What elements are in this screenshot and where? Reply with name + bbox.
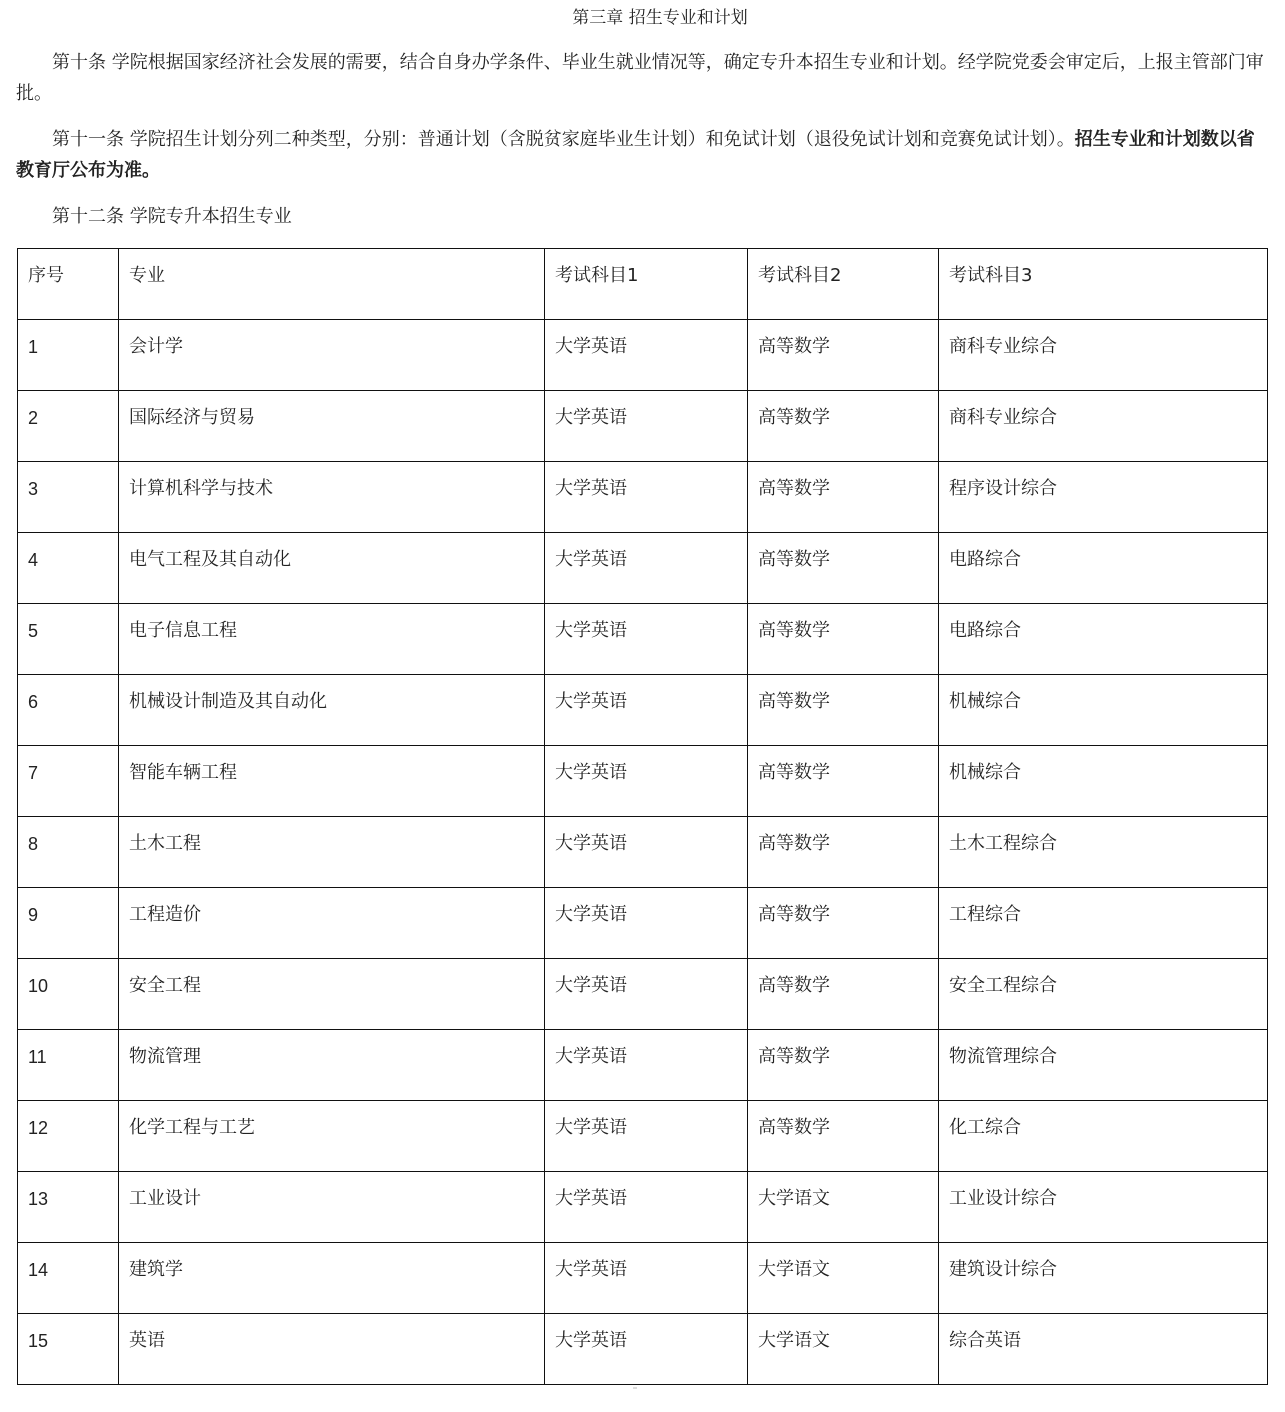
row-subject-1-cell: 大学英语 — [545, 888, 748, 959]
row-subject-2-cell: 大学语文 — [748, 1314, 939, 1385]
row-subject-3-cell: 商科专业综合 — [939, 320, 1268, 391]
row-index-cell: 10 — [18, 959, 119, 1030]
row-index-cell: 1 — [18, 320, 119, 391]
row-subject-2-cell: 高等数学 — [748, 604, 939, 675]
table-row — [18, 533, 1268, 604]
row-subject-3-cell: 商科专业综合 — [939, 391, 1268, 462]
row-major-cell: 电气工程及其自动化 — [119, 533, 545, 604]
row-index-cell: 15 — [18, 1314, 119, 1385]
row-subject-2-cell: 大学语文 — [748, 1172, 939, 1243]
table-row — [18, 320, 1268, 391]
row-subject-2-cell: 高等数学 — [748, 1101, 939, 1172]
row-subject-2-cell: 高等数学 — [748, 1030, 939, 1101]
row-subject-1-cell: 大学英语 — [545, 1101, 748, 1172]
row-major-cell: 土木工程 — [119, 817, 545, 888]
row-subject-3-cell: 建筑设计综合 — [939, 1243, 1268, 1314]
row-subject-1-cell: 大学英语 — [545, 1030, 748, 1101]
row-index-cell: 13 — [18, 1172, 119, 1243]
row-subject-3-cell: 工业设计综合 — [939, 1172, 1268, 1243]
row-major-cell: 工业设计 — [119, 1172, 545, 1243]
article-10-paragraph — [16, 47, 1268, 109]
row-index-cell: 14 — [18, 1243, 119, 1314]
row-major-cell: 化学工程与工艺 — [119, 1101, 545, 1172]
table-row — [18, 604, 1268, 675]
row-major-cell: 智能车辆工程 — [119, 746, 545, 817]
row-subject-3-cell: 电路综合 — [939, 533, 1268, 604]
table-row — [18, 1243, 1268, 1314]
article-12-paragraph — [16, 201, 1268, 232]
row-subject-1-cell: 大学英语 — [545, 533, 748, 604]
row-index-cell: 4 — [18, 533, 119, 604]
row-major-cell: 安全工程 — [119, 959, 545, 1030]
row-subject-2-cell: 高等数学 — [748, 320, 939, 391]
row-subject-3-cell: 程序设计综合 — [939, 462, 1268, 533]
row-index-cell: 8 — [18, 817, 119, 888]
chapter-title: 第三章 招生专业和计划 — [572, 8, 748, 28]
article-12-text: 第十二条 学院专升本招生专业 — [52, 206, 292, 227]
row-major-cell: 工程造价 — [119, 888, 545, 959]
table-row — [18, 675, 1268, 746]
row-subject-2-cell: 高等数学 — [748, 959, 939, 1030]
table-header-row — [18, 249, 1268, 320]
row-subject-1-cell: 大学英语 — [545, 675, 748, 746]
row-index-cell: 5 — [18, 604, 119, 675]
row-index-cell: 11 — [18, 1030, 119, 1101]
row-major-cell: 会计学 — [119, 320, 545, 391]
row-subject-1-cell: 大学英语 — [545, 817, 748, 888]
row-subject-2-cell: 大学语文 — [748, 1243, 939, 1314]
row-subject-2-cell: 高等数学 — [748, 746, 939, 817]
row-subject-1-cell: 大学英语 — [545, 1243, 748, 1314]
row-index-cell: 2 — [18, 391, 119, 462]
row-subject-3-cell: 机械综合 — [939, 746, 1268, 817]
row-subject-1-cell: 大学英语 — [545, 391, 748, 462]
table-row — [18, 391, 1268, 462]
row-index-cell: 3 — [18, 462, 119, 533]
article-10-text: 第十条 学院根据国家经济社会发展的需要，结合自身办学条件、毕业生就业情况等，确定专升本招生专业和计划。经学院党委会审定后，上报主管部门审批。 — [16, 52, 1264, 104]
article-11-paragraph — [16, 124, 1268, 186]
header-cell-subject-1: 考试科目1 — [545, 249, 748, 320]
row-subject-3-cell: 工程综合 — [939, 888, 1268, 959]
article-11-bold-note: 招生专业和计划数以省教育厅公布为准。 — [16, 129, 1255, 181]
row-subject-3-cell: 土木工程综合 — [939, 817, 1268, 888]
row-major-cell: 机械设计制造及其自动化 — [119, 675, 545, 746]
row-subject-3-cell: 机械综合 — [939, 675, 1268, 746]
row-subject-1-cell: 大学英语 — [545, 462, 748, 533]
row-subject-2-cell: 高等数学 — [748, 817, 939, 888]
header-cell-index: 序号 — [18, 249, 119, 320]
row-subject-2-cell: 高等数学 — [748, 675, 939, 746]
row-major-cell: 国际经济与贸易 — [119, 391, 545, 462]
row-subject-3-cell: 化工综合 — [939, 1101, 1268, 1172]
row-index-cell: 12 — [18, 1101, 119, 1172]
row-subject-1-cell: 大学英语 — [545, 604, 748, 675]
table-row — [18, 1030, 1268, 1101]
table-row — [18, 1314, 1268, 1385]
majors-table — [17, 248, 1268, 1385]
table-row — [18, 888, 1268, 959]
table-row — [18, 1101, 1268, 1172]
row-subject-2-cell: 高等数学 — [748, 391, 939, 462]
row-index-cell: 7 — [18, 746, 119, 817]
row-major-cell: 英语 — [119, 1314, 545, 1385]
row-major-cell: 计算机科学与技术 — [119, 462, 545, 533]
row-subject-2-cell: 高等数学 — [748, 888, 939, 959]
row-subject-2-cell: 高等数学 — [748, 533, 939, 604]
row-subject-3-cell: 综合英语 — [939, 1314, 1268, 1385]
header-cell-subject-3: 考试科目3 — [939, 249, 1268, 320]
table-row — [18, 1172, 1268, 1243]
row-subject-1-cell: 大学英语 — [545, 746, 748, 817]
row-subject-1-cell: 大学英语 — [545, 959, 748, 1030]
row-subject-1-cell: 大学英语 — [545, 1172, 748, 1243]
row-major-cell: 电子信息工程 — [119, 604, 545, 675]
row-major-cell: 建筑学 — [119, 1243, 545, 1314]
row-index-cell: 9 — [18, 888, 119, 959]
table-body — [18, 320, 1268, 1385]
row-subject-3-cell: 安全工程综合 — [939, 959, 1268, 1030]
row-subject-3-cell: 电路综合 — [939, 604, 1268, 675]
table-row — [18, 746, 1268, 817]
row-subject-1-cell: 大学英语 — [545, 1314, 748, 1385]
table-row — [18, 462, 1268, 533]
row-subject-3-cell: 物流管理综合 — [939, 1030, 1268, 1101]
row-major-cell: 物流管理 — [119, 1030, 545, 1101]
row-subject-1-cell: 大学英语 — [545, 320, 748, 391]
header-cell-subject-2: 考试科目2 — [748, 249, 939, 320]
table-row — [18, 817, 1268, 888]
row-subject-2-cell: 高等数学 — [748, 462, 939, 533]
row-index-cell: 6 — [18, 675, 119, 746]
article-11-text: 第十一条 学院招生计划分列二种类型，分别：普通计划（含脱贫家庭毕业生计划）和免试计划（退役免试计划和竞赛免试计划）。 — [52, 129, 1075, 150]
table-row — [18, 959, 1268, 1030]
header-cell-major: 专业 — [119, 249, 545, 320]
footer-divider-mark — [633, 1387, 637, 1389]
